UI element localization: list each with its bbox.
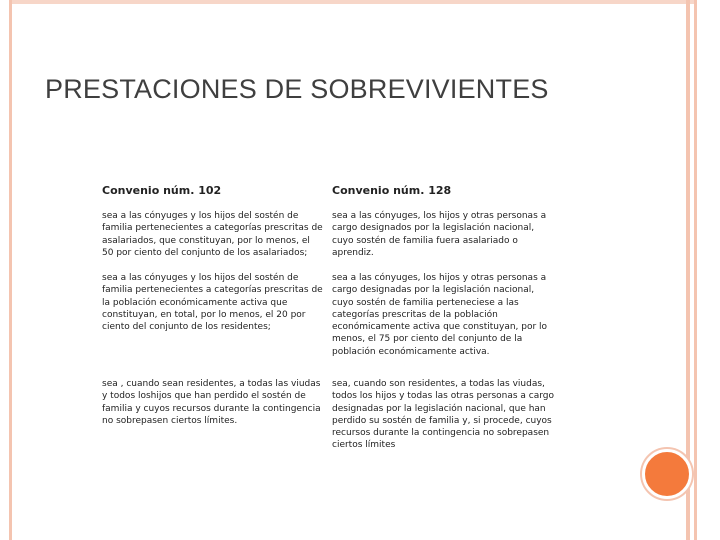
slide-title: PRESTACIONES DE SOBREVIVIENTES xyxy=(45,74,549,104)
convenio-128-column xyxy=(332,184,557,452)
convenio-102-heading: Convenio núm. 102 xyxy=(102,184,222,197)
slide-frame-left xyxy=(9,0,12,540)
slide-frame-top xyxy=(9,0,697,4)
slide-frame-right-inner xyxy=(694,0,697,540)
convenio-128-heading: Convenio núm. 128 xyxy=(332,184,452,197)
convenio-102-column xyxy=(102,184,324,427)
convenio-128-paragraph-3: sea, cuando son residentes, a todas las viudas, todos los hijos y todas las otras personas a cargo designadas por la legislación nacional, que han perdido su sostén de familia y, si procede, cuyos recursos durante la contingencia no sobrepasen ciertos límites xyxy=(332,379,555,451)
convenio-102-paragraph-1: sea a las cónyuges y los hijos del sostén de familia pertenecientes a categorías prescritas de asalariados, que constituyan, por lo menos, el 50 por ciento del conjunto de los asalariados; xyxy=(102,211,323,258)
convenio-102-paragraph-3: sea , cuando sean residentes, a todas las viudas y todos loshijos que han perdido el sostén de familia y cuyos recursos durante la contingencia no sobrepasen ciertos límites. xyxy=(102,379,321,426)
convenio-102-paragraph-2: sea a las cónyuges y los hijos del sostén de familia pertenecientes a categorías prescritas de la población económicamente activa que constituyan, en total, por lo menos, el 20 por ciento del conjunto de los residentes; xyxy=(102,273,323,333)
decorative-circle xyxy=(642,449,692,499)
convenio-128-paragraph-1: sea a las cónyuges, los hijos y otras personas a cargo designados por la legislación nacional, cuyo sostén de familia fuera asalariado o aprendiz. xyxy=(332,211,547,258)
convenio-128-paragraph-2: sea a las cónyuges, los hijos y otras personas a cargo designadas por la legislación nacional, cuyo sostén de familia perteneciese a las categorías prescritas de la población económicamente activa que constituyan, por lo menos, el 75 por ciento del conjunto de la población económicamente activa. xyxy=(332,273,548,357)
